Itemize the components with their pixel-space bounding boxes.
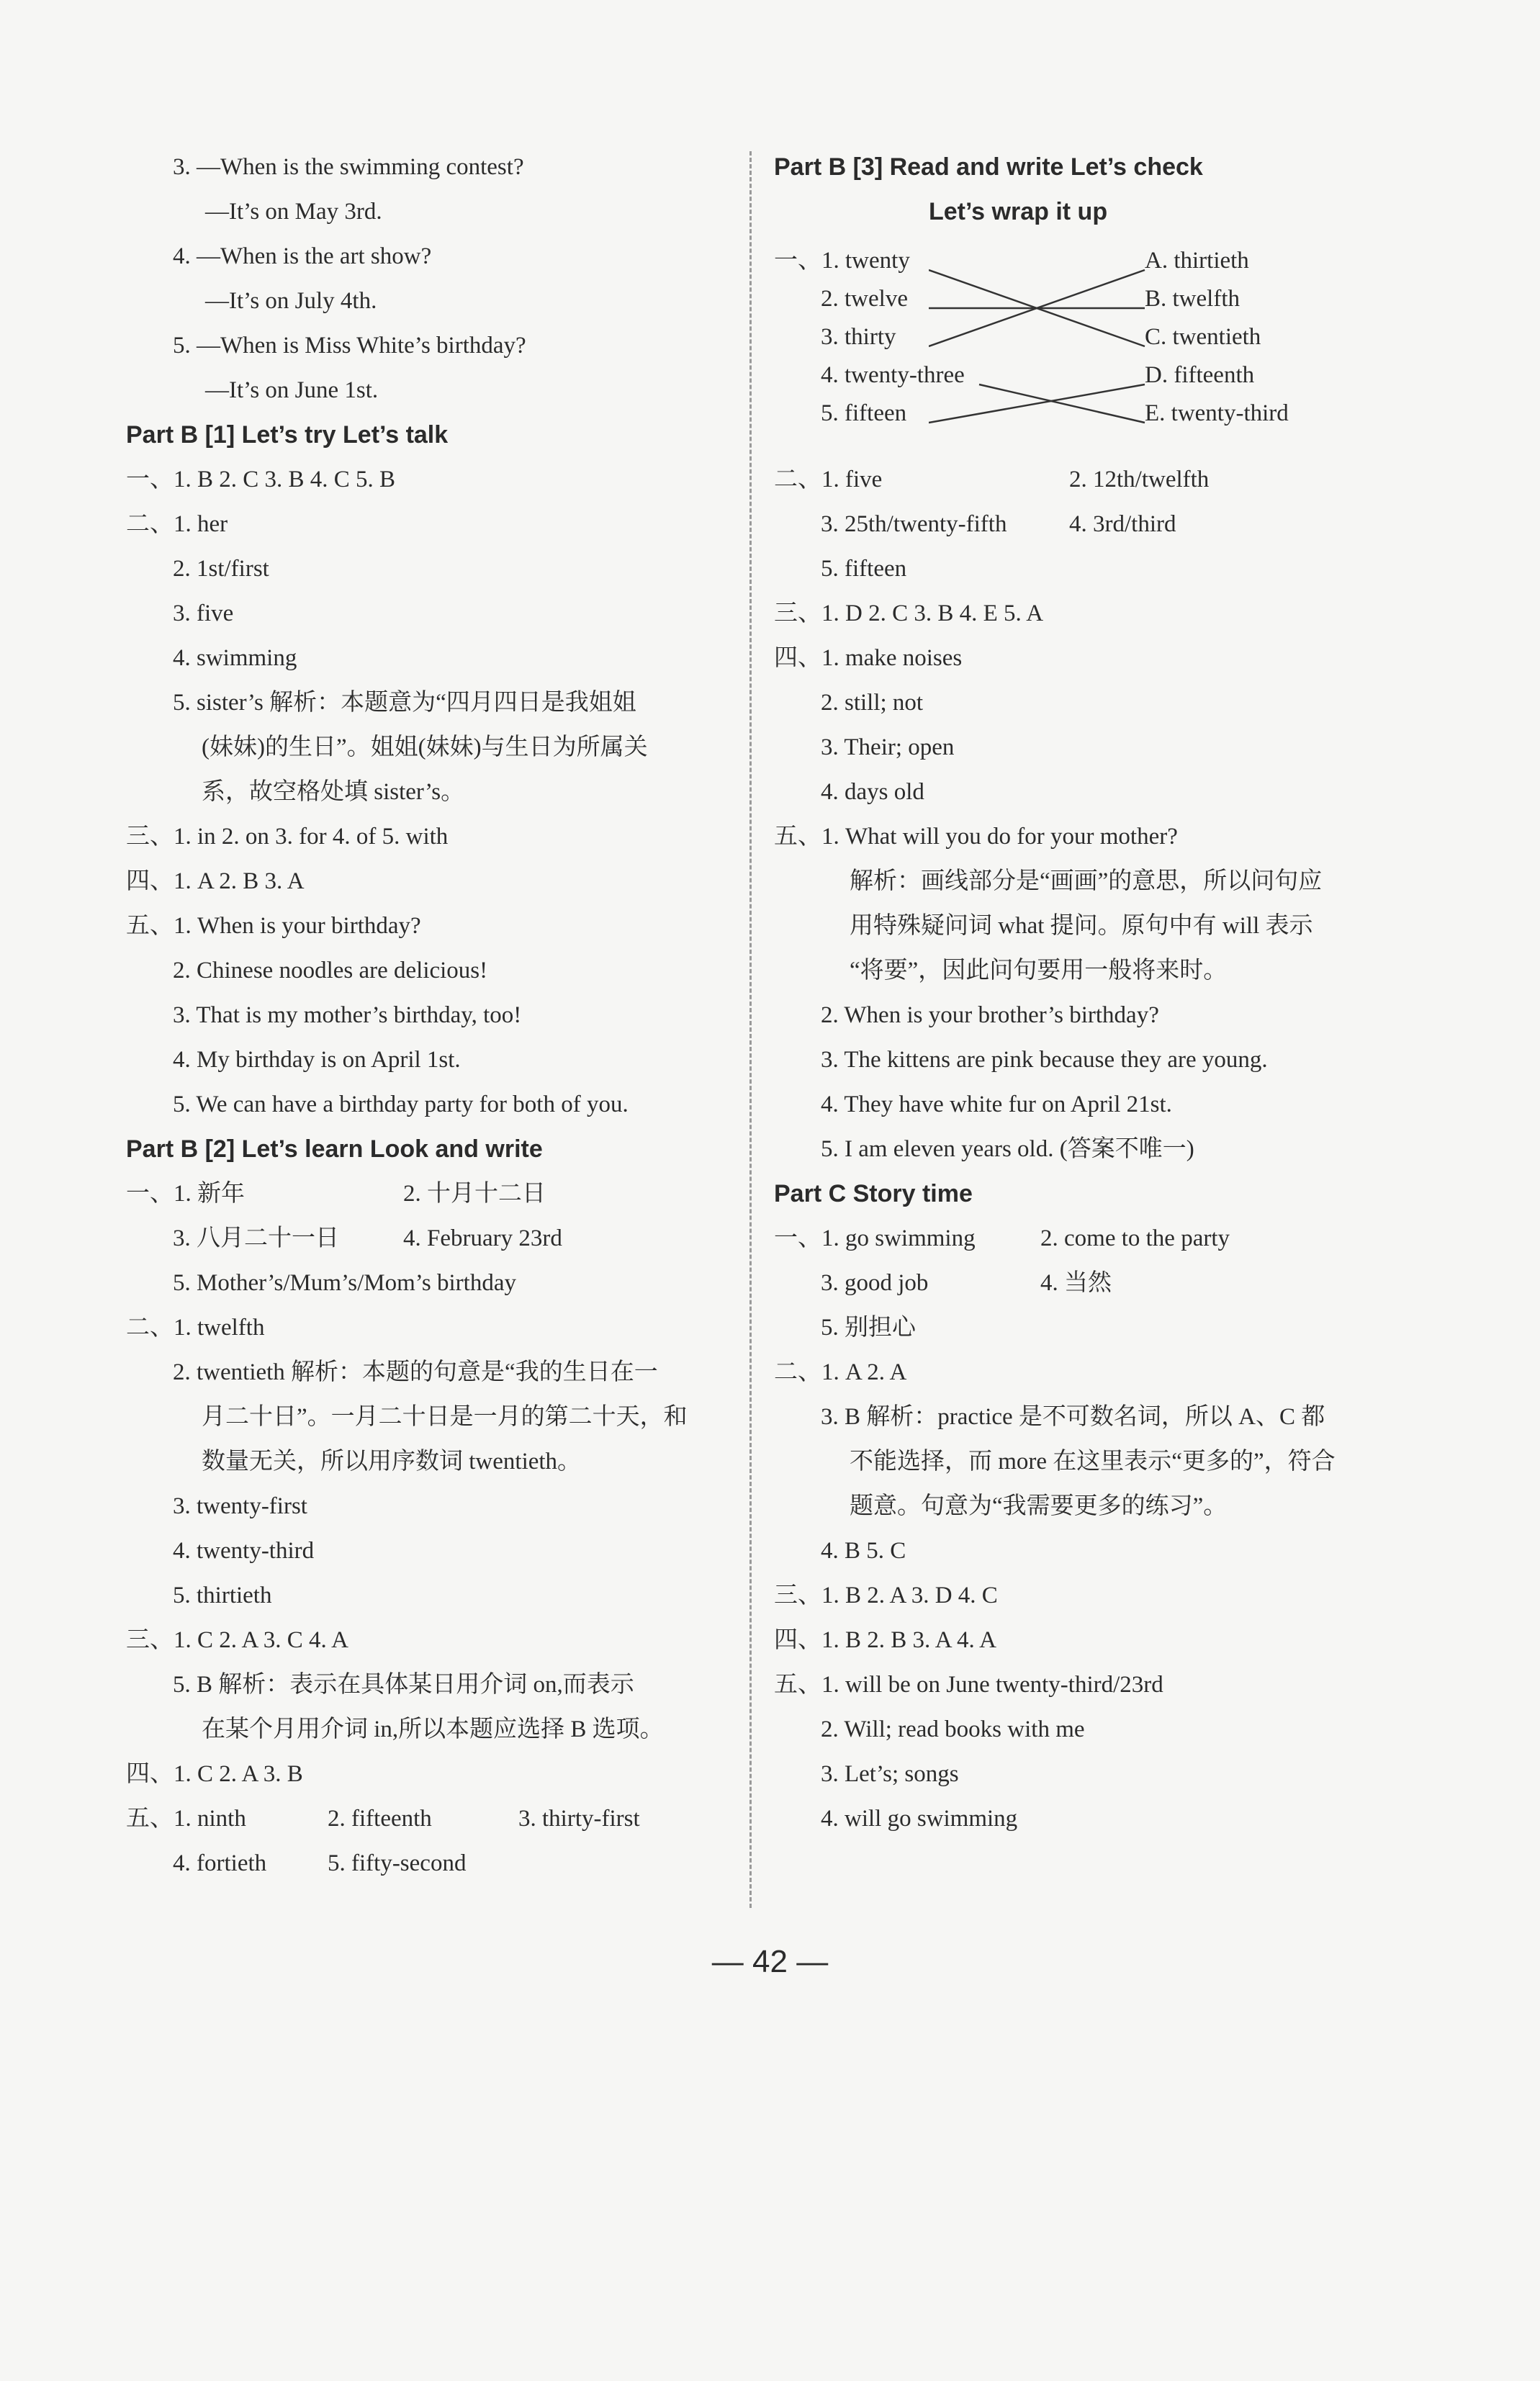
answer-line: 五、1. What will you do for your mother? bbox=[774, 824, 1178, 850]
answer-line: 4. —When is the art show? bbox=[173, 243, 432, 269]
answer-line: 3. Their; open bbox=[821, 734, 955, 760]
answer-line: 5. sister’s 解析：本题意为“四月四日是我姐姐 bbox=[173, 690, 636, 716]
answer-line: 数量无关，所以用序数词 twentieth。 bbox=[202, 1449, 582, 1475]
answer-line: A. thirtieth bbox=[1145, 248, 1249, 274]
answer-line: 5. I am eleven years old. (答案不唯一) bbox=[821, 1136, 1194, 1162]
answer-line: 二、1. five bbox=[774, 467, 883, 492]
answer-line: 2. When is your brother’s birthday? bbox=[821, 1002, 1159, 1028]
answer-line: 5. We can have a birthday party for both of you. bbox=[173, 1092, 629, 1117]
answer-line: 5. fifteen bbox=[821, 400, 907, 426]
answer-line: 三、1. in 2. on 3. for 4. of 5. with bbox=[126, 824, 449, 850]
answer-line: 2. 12th/twelfth bbox=[1069, 467, 1210, 492]
answer-line: 二、1. twelfth bbox=[126, 1315, 265, 1341]
answer-line: 系，故空格处填 sister’s。 bbox=[202, 779, 465, 805]
answer-line: 2. still; not bbox=[821, 690, 924, 716]
answer-line: 2. twelve bbox=[821, 286, 908, 312]
answer-line: —It’s on June 1st. bbox=[205, 377, 379, 403]
answer-line: 3. thirty-first bbox=[518, 1806, 640, 1832]
answer-line: 解析：画线部分是“画画”的意思，所以问句应 bbox=[850, 868, 1323, 894]
answer-line: 4. They have white fur on April 21st. bbox=[821, 1092, 1172, 1117]
answer-line: 5. fifteen bbox=[821, 556, 907, 582]
answer-line: D. fifteenth bbox=[1145, 362, 1255, 388]
answer-line: 4. B 5. C bbox=[821, 1538, 906, 1564]
answer-line: 4. twenty-third bbox=[173, 1538, 315, 1564]
answer-line: 3. 八月二十一日 bbox=[173, 1225, 339, 1251]
answer-line: 一、1. B 2. C 3. B 4. C 5. B bbox=[126, 467, 396, 492]
answer-line: 一、1. twenty bbox=[774, 248, 910, 274]
answer-line: 4. swimming bbox=[173, 645, 297, 671]
answer-line: 3. 25th/twenty-fifth bbox=[821, 511, 1007, 537]
answer-line: 二、1. A 2. A bbox=[774, 1359, 907, 1385]
section-heading: Let’s wrap it up bbox=[929, 198, 1108, 225]
answer-line: 四、1. B 2. B 3. A 4. A bbox=[774, 1627, 996, 1653]
answer-line: 四、1. C 2. A 3. B bbox=[126, 1761, 303, 1787]
answer-line: 2. 十月十二日 bbox=[403, 1181, 546, 1207]
answer-line: 4. days old bbox=[821, 779, 924, 805]
answer-line: “将要”，因此问句要用一般将来时。 bbox=[850, 958, 1228, 984]
answer-line: 4. twenty-three bbox=[821, 362, 965, 388]
answer-line: 2. Will; read books with me bbox=[821, 1716, 1085, 1742]
section-heading: Part B [3] Read and write Let’s check bbox=[774, 153, 1203, 181]
page-number: — 42 — bbox=[711, 1944, 829, 1979]
answer-line: 题意。句意为“我需要更多的练习”。 bbox=[850, 1493, 1228, 1519]
answer-line: 3. The kittens are pink because they are young. bbox=[821, 1047, 1268, 1073]
answer-line: 四、1. make noises bbox=[774, 645, 963, 671]
answer-line: 2. Chinese noodles are delicious! bbox=[173, 958, 488, 984]
answer-line: E. twenty-third bbox=[1145, 400, 1289, 426]
answer-line: 二、1. her bbox=[126, 511, 228, 537]
answer-line: B. twelfth bbox=[1145, 286, 1240, 312]
answer-line: 4. My birthday is on April 1st. bbox=[173, 1047, 461, 1073]
answer-line: —It’s on July 4th. bbox=[205, 288, 377, 314]
column-divider bbox=[749, 151, 752, 1908]
answer-line: 三、1. C 2. A 3. C 4. A bbox=[126, 1627, 348, 1653]
answer-line: C. twentieth bbox=[1145, 324, 1261, 350]
answer-line: 2. fifteenth bbox=[328, 1806, 432, 1832]
answer-line: 2. come to the party bbox=[1040, 1225, 1230, 1251]
answer-line: 3. —When is the swimming contest? bbox=[173, 154, 524, 180]
answer-line: 3. thirty bbox=[821, 324, 896, 350]
answer-line: 5. —When is Miss White’s birthday? bbox=[173, 333, 526, 359]
answer-line: 五、1. ninth bbox=[126, 1806, 246, 1832]
answer-line: 5. fifty-second bbox=[328, 1850, 467, 1876]
answer-line: 一、1. go swimming bbox=[774, 1225, 976, 1251]
answer-line: 5. B 解析：表示在具体某日用介词 on,而表示 bbox=[173, 1672, 634, 1698]
answer-line: 四、1. A 2. B 3. A bbox=[126, 868, 305, 894]
section-heading: Part B [1] Let’s try Let’s talk bbox=[126, 421, 449, 449]
answer-line: 3. five bbox=[173, 600, 234, 626]
answer-line: 三、1. B 2. A 3. D 4. C bbox=[774, 1583, 998, 1608]
answer-line: 五、1. When is your birthday? bbox=[126, 913, 421, 939]
answer-line: 2. twentieth 解析：本题的句意是“我的生日在一 bbox=[173, 1359, 658, 1385]
section-heading: Part C Story time bbox=[774, 1180, 973, 1207]
answer-line: 5. 别担心 bbox=[821, 1315, 916, 1341]
answer-line: 月二十日”。一月二十日是一月的第二十天，和 bbox=[202, 1404, 688, 1430]
answer-line: 4. fortieth bbox=[173, 1850, 267, 1876]
answer-line: 五、1. will be on June twenty-third/23rd bbox=[774, 1672, 1163, 1698]
answer-line: 5. thirtieth bbox=[173, 1583, 272, 1608]
answer-line: 5. Mother’s/Mum’s/Mom’s birthday bbox=[173, 1270, 516, 1296]
answer-line: 三、1. D 2. C 3. B 4. E 5. A bbox=[774, 600, 1044, 626]
answer-line: 3. twenty-first bbox=[173, 1493, 307, 1519]
answer-line: 3. good job bbox=[821, 1270, 929, 1296]
answer-line: 在某个月用介词 in,所以本题应选择 B 选项。 bbox=[202, 1716, 664, 1742]
answer-line: 4. February 23rd bbox=[403, 1225, 562, 1251]
answer-line: 3. B 解析：practice 是不可数名词，所以 A、C 都 bbox=[821, 1404, 1325, 1430]
answer-line: —It’s on May 3rd. bbox=[205, 199, 382, 225]
answer-line: 3. That is my mother’s birthday, too! bbox=[173, 1002, 522, 1028]
answer-line: 用特殊疑问词 what 提问。原句中有 will 表示 bbox=[850, 913, 1313, 939]
answer-line: (妹妹)的生日”。姐姐(妹妹)与生日为所属关 bbox=[202, 734, 648, 760]
answer-line: 3. Let’s; songs bbox=[821, 1761, 959, 1787]
answer-line: 4. 3rd/third bbox=[1069, 511, 1176, 537]
answer-line: 不能选择，而 more 在这里表示“更多的”，符合 bbox=[850, 1449, 1336, 1475]
section-heading: Part B [2] Let’s learn Look and write bbox=[126, 1135, 543, 1163]
answer-line: 4. 当然 bbox=[1040, 1270, 1112, 1296]
match-line-5-D bbox=[929, 384, 1145, 423]
answer-line: 一、1. 新年 bbox=[126, 1181, 245, 1207]
answer-line: 2. 1st/first bbox=[173, 556, 269, 582]
matching-lines bbox=[929, 256, 1152, 428]
answer-line: 4. will go swimming bbox=[821, 1806, 1018, 1832]
match-line-4-E bbox=[979, 384, 1145, 423]
